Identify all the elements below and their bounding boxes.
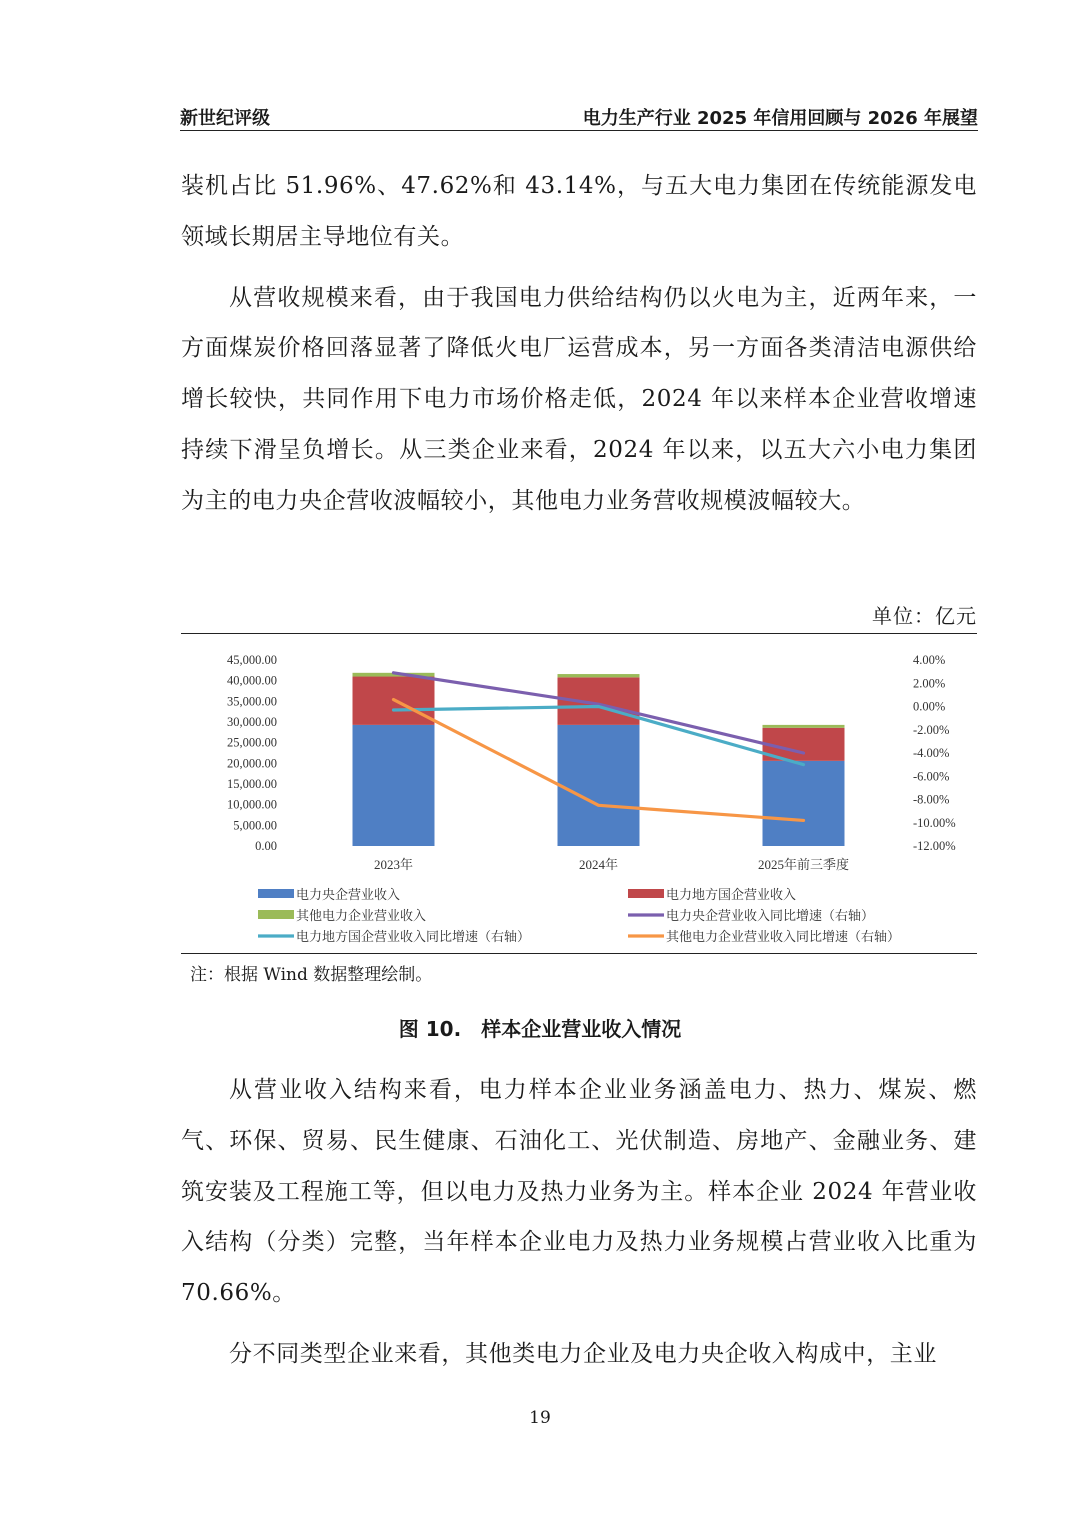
x-category-label: 2024年 xyxy=(578,857,619,872)
chart-bars xyxy=(353,673,845,846)
y-right-tick-label: -6.00% xyxy=(913,769,950,784)
page-number: 19 xyxy=(529,1408,551,1428)
header-org: 新世纪评级 xyxy=(180,108,270,129)
y-left-tick-label: 25,000.00 xyxy=(227,735,277,750)
legend-label: 电力地方国企营业收入 xyxy=(666,887,797,902)
y-right-tick-label: -12.00% xyxy=(913,839,956,853)
legend-label: 电力地方国企营业收入同比增速（右轴） xyxy=(296,929,531,944)
y-left-tick-label: 40,000.00 xyxy=(227,673,277,688)
legend-swatch xyxy=(258,910,294,919)
y-left-tick-label: 0.00 xyxy=(255,839,277,853)
y-left-tick-label: 30,000.00 xyxy=(227,715,277,729)
legend-swatch xyxy=(258,889,294,898)
y-right-tick-label: -10.00% xyxy=(913,815,956,830)
chart-legend xyxy=(258,887,900,944)
bar-segment xyxy=(558,674,640,677)
bar-segment xyxy=(763,725,845,728)
bar-segment xyxy=(353,725,435,846)
y-right-tick-label: 0.00% xyxy=(913,699,946,714)
paragraph: 从营业收入结构来看，电力样本企业业务涵盖电力、热力、煤炭、燃气、环保、贸易、民生健康、石油化工、光伏制造、房地产、金融业务、建筑安装及工程施工等，但以电力及热力业务为主。样本企业 2024 年营业收入结构（分类）完整，当年样本企业电力及热力业务规模占营业收入比重为 70.66%。 xyxy=(181,1077,977,1307)
page-header xyxy=(180,100,978,131)
y-left-tick-label: 15,000.00 xyxy=(227,777,277,791)
figure-top-rule xyxy=(181,633,977,634)
y-right-tick-label: -8.00% xyxy=(913,792,950,807)
bar-segment xyxy=(558,725,640,846)
y-right-tick-label: 4.00% xyxy=(913,653,946,667)
paragraph: 分不同类型企业来看，其他类电力企业及电力央企收入构成中，主业 xyxy=(229,1340,937,1367)
x-category-label: 2025年前三季度 xyxy=(757,857,850,872)
y-left-tick-label: 10,000.00 xyxy=(227,797,277,812)
y-left-tick-label: 5,000.00 xyxy=(233,818,277,833)
legend-swatch xyxy=(628,889,664,898)
header-report-title: 电力生产行业 2025 年信用回顾与 2026 年展望 xyxy=(582,108,978,129)
legend-label: 电力央企营业收入同比增速（右轴） xyxy=(666,908,875,923)
y-right-tick-label: -2.00% xyxy=(913,722,950,737)
unit-label: 单位：亿元 xyxy=(872,604,977,628)
paragraph: 装机占比 51.96%、47.62%和 43.14%，与五大电力集团在传统能源发电领域长期居主导地位有关。 xyxy=(181,173,977,250)
y-left-tick-label: 20,000.00 xyxy=(227,756,277,771)
y-left-tick-label: 35,000.00 xyxy=(227,694,277,709)
figure-bottom-rule xyxy=(181,953,977,954)
figure-caption: 图 10. 样本企业营业收入情况 xyxy=(398,1017,682,1041)
bar-segment xyxy=(763,761,845,846)
legend-label: 其他电力企业营业收入同比增速（右轴） xyxy=(666,929,901,944)
body-text-bottom xyxy=(181,1065,977,1380)
figure-note: 注：根据 Wind 数据整理绘制。 xyxy=(190,965,433,985)
chart-svg xyxy=(181,640,977,950)
revenue-chart xyxy=(181,640,977,950)
y-left-tick-label: 45,000.00 xyxy=(227,653,277,667)
x-category-label: 2023年 xyxy=(373,857,414,872)
y-right-tick-label: 2.00% xyxy=(913,676,946,691)
paragraph: 从营收规模来看，由于我国电力供给结构仍以火电为主，近两年来，一方面煤炭价格回落显著了降低火电厂运营成本，另一方面各类清洁电源供给增长较快，共同作用下电力市场价格走低，2024 年以来样本企业营收增速持续下滑呈负增长。从三类企业来看，2024 年以来，以五大六小电力集团为主的电力央企营收波幅较小，其他电力业务营收规模波幅较大。 xyxy=(181,284,977,514)
legend-label: 电力央企营业收入 xyxy=(296,887,401,902)
legend-label: 其他电力企业营业收入 xyxy=(296,908,427,923)
y-right-tick-label: -4.00% xyxy=(913,746,950,760)
body-text-top xyxy=(181,161,977,527)
